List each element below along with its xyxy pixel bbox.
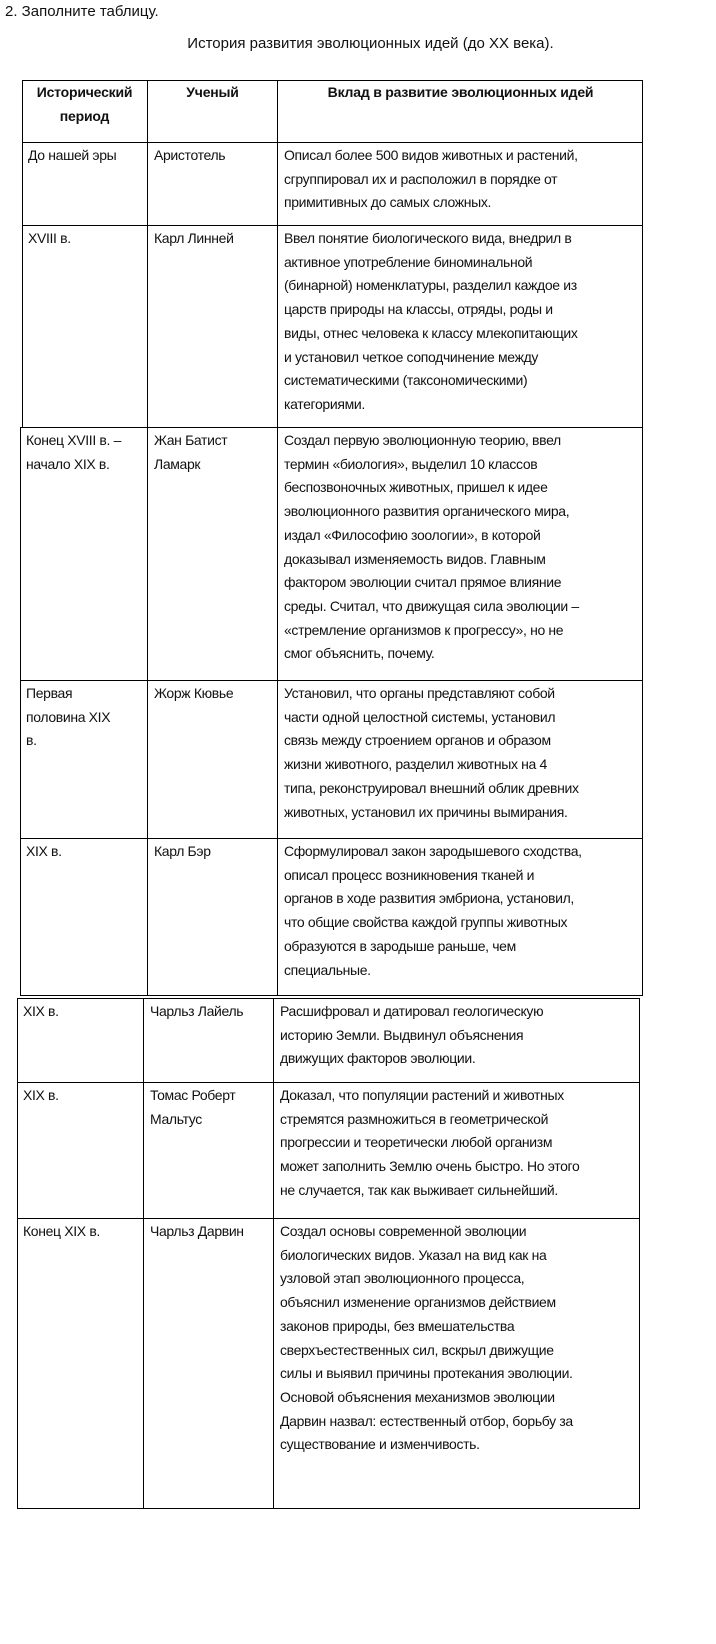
cell-text-line: половина XIX (26, 708, 111, 725)
cell-text-line: смог объяснить, почему. (284, 645, 435, 662)
header-period (22, 81, 147, 142)
cell-text-line: Дарвин назвал: естественный отбор, борьбу за (280, 1412, 573, 1429)
table-row (17, 1218, 640, 1509)
cell-text-line: стремятся размножиться в геометрической (280, 1110, 549, 1127)
cell-text-line: историю Земли. Выдвинул объяснения (280, 1026, 524, 1043)
cell-text-line: Сформулировал закон зародышевого сходства, (284, 843, 582, 859)
cell-text-line: законов природы, без вмешательства (280, 1317, 515, 1334)
cell-text-line: животных, установил их причины вымирания. (284, 803, 568, 820)
cell-text-line: Ламарк (154, 455, 201, 472)
cell-text-line: доказывал изменяемость видов. Главным (284, 550, 546, 567)
scientist-cell (143, 999, 273, 1082)
task-title: 2. Заполните таблицу. (5, 3, 159, 20)
cell-text-line: сгруппировал их и расположил в порядке от (284, 170, 558, 187)
contribution-cell (277, 143, 643, 225)
cell-text-line: термин «биология», выделил 10 классов (284, 455, 538, 472)
contribution-cell (277, 226, 643, 427)
cell-text-line: в. (26, 732, 37, 749)
table-row (20, 838, 643, 996)
cell-text-line: Аристотель (154, 147, 226, 163)
cell-text-line: что общие свойства каждой группы животных (284, 914, 568, 931)
cell-text-line: специальные. (284, 961, 371, 978)
cell-text-line: прогрессии и теоретически любой организм (280, 1134, 553, 1151)
cell-text-line: издал «Философию зоологии», в которой (284, 526, 541, 543)
period-cell (17, 1083, 143, 1218)
table-row (22, 225, 643, 428)
cell-text-line: движущих факторов эволюции. (280, 1050, 476, 1067)
cell-text-line: Первая (26, 685, 73, 701)
period-cell (17, 999, 143, 1082)
cell-text-line: систематическими (таксономическими) (284, 372, 528, 389)
period-cell (22, 226, 147, 427)
cell-text-line: XIX в. (23, 1087, 59, 1103)
cell-text-line: Мальтус (150, 1110, 202, 1127)
cell-text-line: сверхъестественных сил, вскрыл движущие (280, 1341, 554, 1358)
contribution-cell (277, 839, 643, 995)
cell-text-line: связь между строением органов и образом (284, 732, 551, 749)
period-cell (20, 428, 147, 680)
cell-text-line: существование и изменчивость. (280, 1436, 480, 1453)
cell-text-line: типа, реконструировал внешний облик древних (284, 779, 579, 796)
header-contribution (277, 81, 643, 142)
cell-text-line: Конец XVIII в. – (26, 432, 122, 448)
cell-text-line: XIX в. (23, 1003, 59, 1019)
cell-text-line: Доказал, что популяции растений и животных (280, 1087, 564, 1103)
contribution-cell (277, 428, 643, 680)
cell-text-line: фактором эволюции считал прямое влияние (284, 574, 562, 591)
cell-text-line: До нашей эры (28, 147, 117, 163)
cell-text-line: описал процесс возникновения тканей и (284, 866, 535, 883)
cell-text-line: активное употребление биноминальной (284, 253, 533, 270)
cell-text-line: Создал первую эволюционную теорию, ввел (284, 432, 561, 448)
cell-text-line: органов в ходе развития эмбриона, установил, (284, 890, 574, 907)
period-cell (20, 839, 147, 995)
cell-text-line: Ввел понятие биологического вида, внедрил в (284, 230, 572, 246)
cell-text-line: (бинарной) номенклатуры, разделил каждое из (284, 277, 577, 294)
table-row (22, 142, 643, 226)
scientist-cell (147, 681, 277, 838)
table-row (17, 1082, 640, 1219)
cell-text-line: Создал основы современной эволюции (280, 1223, 527, 1239)
contribution-cell (273, 999, 640, 1082)
scientist-cell (147, 428, 277, 680)
cell-text-line: беспозвоночных животных, пришел к идее (284, 479, 548, 496)
cell-text-line: биологических видов. Указал на вид как на (280, 1246, 547, 1263)
scientist-cell (147, 143, 277, 225)
cell-text-line: Томас Роберт (150, 1087, 236, 1103)
contribution-cell (273, 1083, 640, 1218)
cell-text-line: начало XIX в. (26, 455, 110, 472)
period-cell (17, 1219, 143, 1508)
cell-text-line: части одной целостной системы, установил (284, 708, 556, 725)
table-row (20, 680, 643, 839)
cell-text-line: жизни животного, разделил животных на 4 (284, 756, 547, 773)
cell-text-line: Расшифровал и датировал геологическую (280, 1003, 544, 1019)
cell-text-line: эволюционного развития органического мира, (284, 503, 570, 520)
cell-text-line: Чарльз Лайель (150, 1003, 244, 1019)
header-scientist (147, 81, 277, 142)
cell-text-line: Конец XIX в. (23, 1223, 100, 1239)
period-cell (20, 681, 147, 838)
cell-text-line: примитивных до самых сложных. (284, 194, 492, 211)
cell-text-line: может заполнить Землю очень быстро. Но этого (280, 1158, 580, 1175)
cell-text-line: Описал более 500 видов животных и растений, (284, 147, 578, 163)
scientist-cell (143, 1219, 273, 1508)
cell-text-line: среды. Считал, что движущая сила эволюции – (284, 597, 579, 614)
cell-text-line: Карл Бэр (154, 843, 211, 859)
cell-text-line: период (59, 107, 110, 124)
cell-text-line: Жан Батист (154, 432, 228, 448)
table-row (20, 427, 643, 681)
cell-text-line: Основой объяснения механизмов эволюции (280, 1388, 555, 1405)
cell-text-line: XVIII в. (28, 230, 71, 246)
cell-text-line: Вклад в развитие эволюционных идей (327, 84, 594, 100)
contribution-cell (277, 681, 643, 838)
cell-text-line: «стремление организмов к прогрессу», но не (284, 621, 564, 638)
cell-text-line: царств природы на классы, отряды, роды и (284, 301, 553, 318)
cell-text-line: Чарльз Дарвин (150, 1223, 244, 1239)
table-row (17, 998, 640, 1083)
scientist-cell (143, 1083, 273, 1218)
cell-text-line: силы и выявил причины протекания эволюции. (280, 1365, 573, 1382)
cell-text-line: Жорж Кювье (154, 685, 234, 701)
cell-text-line: не случается, так как выживает сильнейший. (280, 1181, 558, 1198)
cell-text-line: Установил, что органы представляют собой (284, 685, 555, 701)
contribution-cell (273, 1219, 640, 1508)
period-cell (22, 143, 147, 225)
cell-text-line: и установил четкое соподчинение между (284, 348, 539, 365)
cell-text-line: XIX в. (26, 843, 62, 859)
cell-text-line: Ученый (186, 84, 239, 100)
cell-text-line: Исторический (36, 84, 133, 100)
table-caption: История развития эволюционных идей (до XX века). (187, 35, 554, 52)
cell-text-line: узловой этап эволюционного процесса, (280, 1270, 525, 1287)
scientist-cell (147, 226, 277, 427)
cell-text-line: категориями. (284, 395, 365, 412)
table-header-row (22, 80, 643, 143)
cell-text-line: образуются в зародыше раньше, чем (284, 937, 516, 954)
cell-text-line: Карл Линней (154, 230, 234, 246)
scientist-cell (147, 839, 277, 995)
cell-text-line: виды, отнес человека к классу млекопитающих (284, 324, 578, 341)
cell-text-line: объяснил изменение организмов действием (280, 1294, 556, 1311)
